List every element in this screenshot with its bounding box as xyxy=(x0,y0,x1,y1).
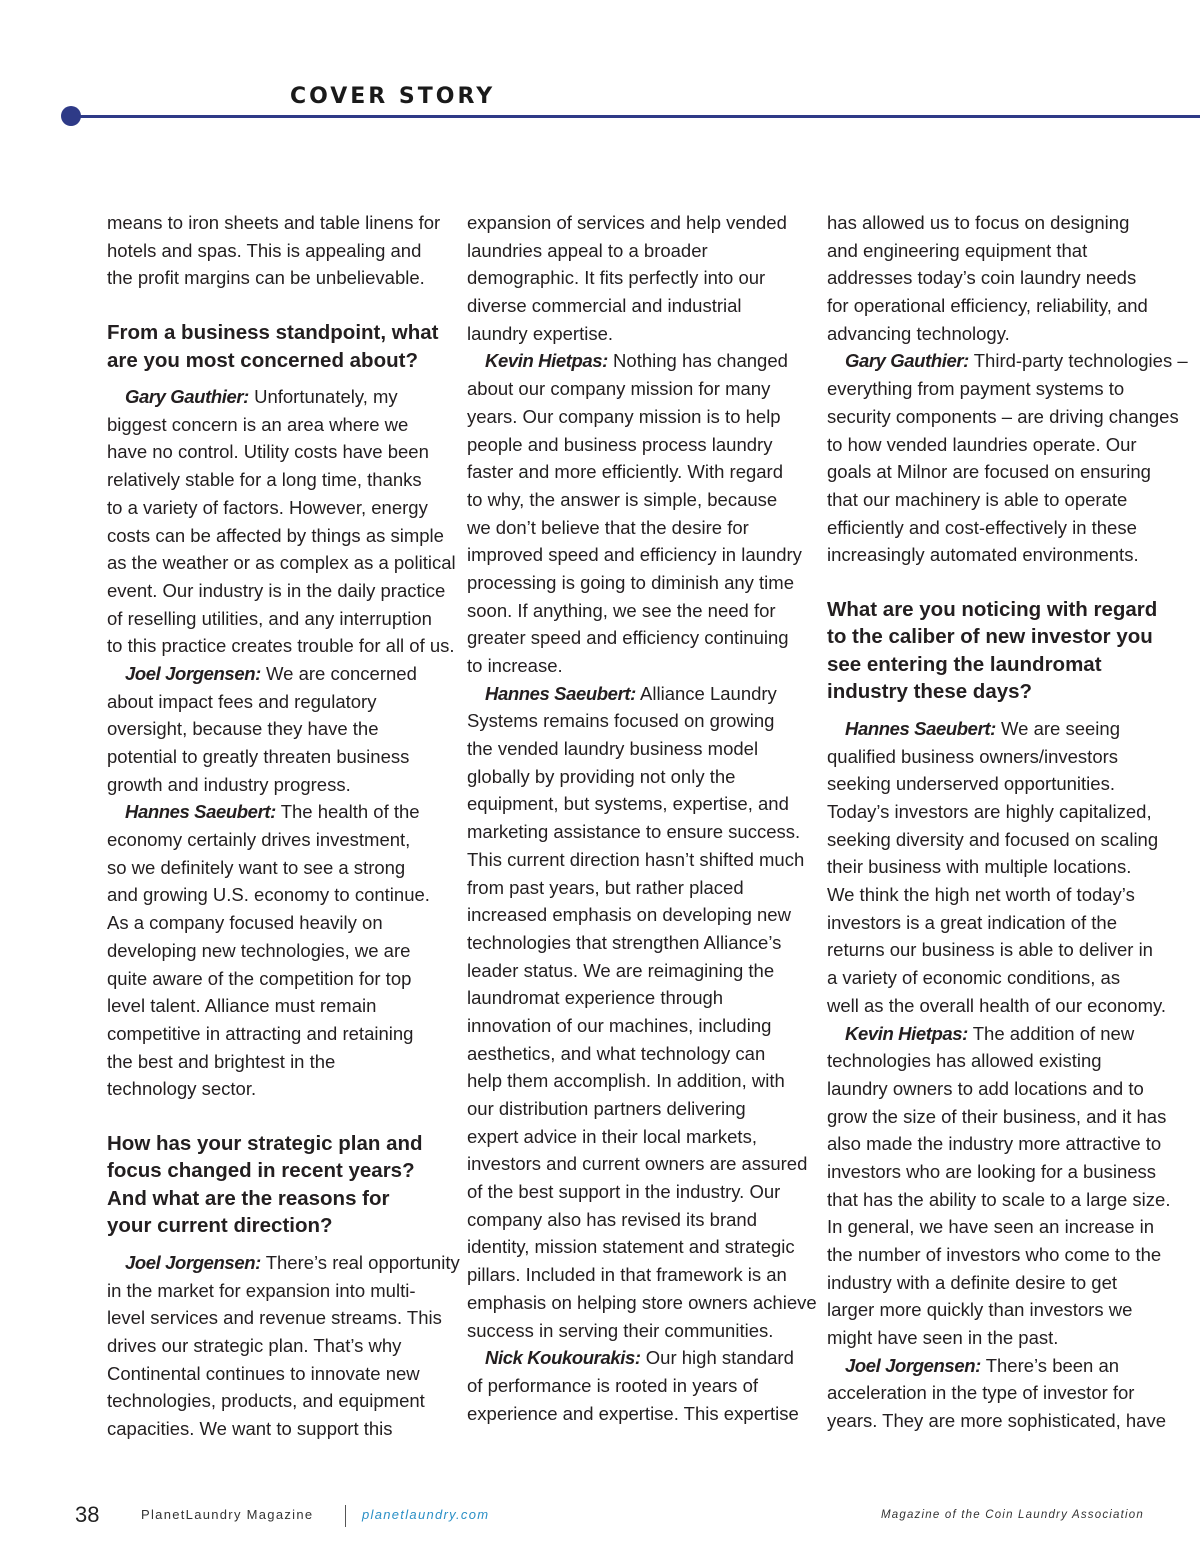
text-line: also made the industry more attractive to xyxy=(827,1133,1162,1155)
text-line: that our machinery is able to operate xyxy=(827,488,1128,510)
text-line: about impact fees and regulatory xyxy=(107,690,377,712)
text-line xyxy=(827,347,1188,375)
text-line: well as the overall health of our economy. xyxy=(827,994,1167,1016)
text-line: quite aware of the competition for top xyxy=(107,967,412,989)
text-line: and engineering equipment that xyxy=(827,239,1088,261)
text-line: hotels and spas. This is appealing and xyxy=(107,239,422,261)
text-line: As a company focused heavily on xyxy=(107,912,383,934)
text-line: a variety of economic conditions, as xyxy=(827,967,1121,989)
text-line: capacities. We want to support this xyxy=(107,1418,393,1440)
text-line: aesthetics, and what technology can xyxy=(467,1042,766,1064)
speaker-name: Gary Gauthier: xyxy=(125,386,249,408)
speaker-text: The addition of new xyxy=(967,1022,1135,1044)
text-line: so we definitely want to see a strong xyxy=(107,856,406,878)
speaker-name: Kevin Hietpas: xyxy=(845,1022,968,1044)
text-line: the profit margins can be unbelievable. xyxy=(107,267,425,289)
text-line: costs can be affected by things as simple xyxy=(107,524,444,546)
text-line: growth and industry progress. xyxy=(107,773,351,795)
text-line: of performance is rooted in years of xyxy=(467,1374,759,1396)
text-line: their business with multiple locations. xyxy=(827,856,1132,878)
text-line: Continental continues to innovate new xyxy=(107,1362,420,1384)
text-line: faster and more efficiently. With regard xyxy=(467,461,784,483)
text-line: returns our business is able to deliver in xyxy=(827,939,1153,961)
text-line: From a business standpoint, what xyxy=(107,321,439,345)
text-line: diverse commercial and industrial xyxy=(467,295,742,317)
text-line: of reselling utilities, and any interruption xyxy=(107,607,432,629)
text-line: to the caliber of new investor you xyxy=(827,625,1153,649)
speaker-name: Joel Jorgensen: xyxy=(845,1354,981,1376)
text-line: investors who are looking for a business xyxy=(827,1160,1157,1182)
text-line: improved speed and efficiency in laundry xyxy=(467,544,802,566)
website-link[interactable]: planetlaundry.com xyxy=(362,1507,490,1522)
text-line: technologies that strengthen Alliance’s xyxy=(467,931,782,953)
speaker-text: We are seeing xyxy=(995,717,1120,739)
text-line xyxy=(827,715,1167,743)
text-line: level talent. Alliance must remain xyxy=(107,995,377,1017)
text-line xyxy=(467,680,807,708)
answer-text xyxy=(827,209,1188,569)
text-line: technology sector. xyxy=(107,1078,257,1100)
article-column-1 xyxy=(107,209,460,1443)
text-line xyxy=(107,383,447,411)
text-line: biggest concern is an area where we xyxy=(107,413,409,435)
text-line: about our company mission for many xyxy=(467,378,771,400)
text-line: addresses today’s coin laundry needs xyxy=(827,267,1137,289)
article-column-2 xyxy=(467,209,817,1427)
text-line: experience and expertise. This expertise xyxy=(467,1402,799,1424)
speaker-text: The health of the xyxy=(275,801,420,823)
text-line: our distribution partners delivering xyxy=(467,1098,746,1119)
text-line: years. Our company mission is to help xyxy=(467,405,781,427)
text-line: might have seen in the past. xyxy=(827,1327,1059,1349)
text-line: greater speed and efficiency continuing xyxy=(467,627,789,649)
text-line: have no control. Utility costs have been xyxy=(107,441,429,463)
text-line: And what are the reasons for xyxy=(107,1186,390,1210)
text-line: years. They are more sophisticated, have xyxy=(827,1410,1166,1432)
footer-divider xyxy=(345,1505,346,1527)
speaker-name: Joel Jorgensen: xyxy=(125,1251,261,1273)
text-line: identity, mission statement and strategic xyxy=(467,1236,795,1258)
text-line: focus changed in recent years? xyxy=(107,1159,415,1183)
text-line: to how vended laundries operate. Our xyxy=(827,433,1137,455)
speaker-text: Alliance Laundry xyxy=(635,682,777,704)
article-column-3 xyxy=(827,209,1188,1435)
header-dot-icon xyxy=(61,106,81,126)
text-line: industry these days? xyxy=(827,680,1033,704)
text-line: laundry owners to add locations and to xyxy=(827,1077,1144,1099)
text-line: laundry expertise. xyxy=(467,322,614,344)
text-line: the best and brightest in the xyxy=(107,1050,336,1072)
text-line xyxy=(107,798,447,826)
text-line: level services and revenue streams. This xyxy=(107,1307,442,1329)
speaker-name: Kevin Hietpas: xyxy=(485,350,608,372)
text-line: your current direction? xyxy=(107,1214,333,1238)
text-line: demographic. It fits perfectly into our xyxy=(467,267,766,289)
text-line: Systems remains focused on growing xyxy=(467,710,775,732)
text-line: investors is a great indication of the xyxy=(827,911,1117,933)
text-line: competitive in attracting and retaining xyxy=(107,1022,414,1044)
text-line: relatively stable for a long time, thanks xyxy=(107,469,422,491)
question-heading xyxy=(827,596,1167,706)
text-line: leader status. We are reimagining the xyxy=(467,959,775,981)
speaker-name: Hannes Saeubert: xyxy=(845,717,996,739)
page-number: 38 xyxy=(75,1502,100,1527)
speaker-text: Third-party technologies – xyxy=(968,350,1188,372)
text-line: advancing technology. xyxy=(827,322,1010,344)
text-line: acceleration in the type of investor for xyxy=(827,1382,1135,1404)
text-line: the vended laundry business model xyxy=(467,738,759,760)
speaker-name: Hannes Saeubert: xyxy=(485,682,636,704)
text-line: the number of investors who come to the xyxy=(827,1244,1162,1265)
text-line: investors and current owners are assured xyxy=(467,1153,808,1175)
text-line xyxy=(467,1344,807,1372)
text-line: goals at Milnor are focused on ensuring xyxy=(827,461,1151,483)
text-line: laundromat experience through xyxy=(467,987,724,1009)
text-line: to increase. xyxy=(467,655,563,676)
speaker-name: Gary Gauthier: xyxy=(845,350,969,372)
text-line: success in serving their communities. xyxy=(467,1319,774,1341)
footer-tagline: Magazine of the Coin Laundry Association xyxy=(880,1509,1144,1521)
speaker-text: Unfortunately, my xyxy=(248,386,398,408)
text-line: How has your strategic plan and xyxy=(107,1131,423,1155)
text-line: emphasis on helping store owners achieve xyxy=(467,1291,817,1313)
text-line: qualified business owners/investors xyxy=(827,745,1119,767)
speaker-name: Joel Jorgensen: xyxy=(125,662,261,684)
answer-text xyxy=(827,715,1171,1435)
text-line: to this practice creates trouble for all of us. xyxy=(107,635,455,657)
question-heading xyxy=(107,319,447,374)
text-line: innovation of our machines, including xyxy=(467,1014,772,1036)
text-line xyxy=(827,1020,1167,1048)
text-line: expert advice in their local markets, xyxy=(467,1125,757,1147)
text-line: means to iron sheets and table linens for xyxy=(107,212,441,233)
text-line xyxy=(467,347,807,375)
text-line: seeking underserved opportunities. xyxy=(827,773,1115,795)
text-line: efficiently and cost-effectively in these xyxy=(827,516,1137,538)
text-line: laundries appeal to a broader xyxy=(467,239,708,261)
text-line: technologies, products, and equipment xyxy=(107,1390,425,1412)
text-line: of the best support in the industry. Our xyxy=(467,1181,781,1203)
answer-text xyxy=(467,209,817,1427)
text-line: potential to greatly threaten business xyxy=(107,746,410,767)
text-line: we don’t believe that the desire for xyxy=(467,516,749,538)
text-line xyxy=(827,1352,1167,1380)
text-line: that has the ability to scale to a large size. xyxy=(827,1188,1171,1210)
text-line: technologies has allowed existing xyxy=(827,1050,1102,1072)
speaker-text: Nothing has changed xyxy=(607,350,788,372)
text-line: are you most concerned about? xyxy=(107,348,418,372)
text-line: processing is going to diminish any time xyxy=(467,571,794,593)
text-line: from past years, but rather placed xyxy=(467,876,744,898)
text-line: people and business process laundry xyxy=(467,433,773,455)
answer-text xyxy=(107,1249,460,1443)
text-line: pillars. Included in that framework is an xyxy=(467,1264,787,1286)
text-line: economy certainly drives investment, xyxy=(107,829,411,851)
magazine-name: PlanetLaundry Magazine xyxy=(141,1507,314,1522)
text-line: oversight, because they have the xyxy=(107,718,379,740)
text-line: to why, the answer is simple, because xyxy=(467,488,778,510)
text-line: This current direction hasn’t shifted much xyxy=(467,848,805,870)
text-line: Today’s investors are highly capitalized, xyxy=(827,801,1152,822)
text-line: security components – are driving changes xyxy=(827,405,1179,427)
text-line: company also has revised its brand xyxy=(467,1208,757,1230)
text-line: marketing assistance to ensure success. xyxy=(467,821,801,843)
text-line: expansion of services and help vended xyxy=(467,212,787,233)
text-line: What are you noticing with regard xyxy=(827,597,1158,621)
text-line: as the weather or as complex as a political xyxy=(107,552,456,574)
speaker-text: There’s real opportunity xyxy=(260,1251,460,1273)
text-line: developing new technologies, we are xyxy=(107,939,411,961)
question-heading xyxy=(107,1130,447,1240)
text-line: increased emphasis on developing new xyxy=(467,904,791,926)
text-line: seeking diversity and focused on scaling xyxy=(827,828,1159,850)
text-line: and growing U.S. economy to continue. xyxy=(107,884,430,906)
speaker-text: There’s been an xyxy=(980,1354,1120,1376)
text-line: has allowed us to focus on designing xyxy=(827,212,1130,233)
text-line: grow the size of their business, and it has xyxy=(827,1105,1167,1127)
text-line: see entering the laundromat xyxy=(827,652,1102,676)
header-rule xyxy=(70,115,1200,118)
text-line: for operational efficiency, reliability, and xyxy=(827,295,1148,317)
text-line: event. Our industry is in the daily practice xyxy=(107,579,446,601)
answer-text xyxy=(107,209,447,292)
text-line: everything from payment systems to xyxy=(827,378,1125,400)
answer-text xyxy=(107,383,456,1103)
section-title: COVER STORY xyxy=(290,84,496,109)
text-line: drives our strategic plan. That’s why xyxy=(107,1335,402,1356)
speaker-text: We are concerned xyxy=(260,662,417,684)
speaker-text: Our high standard xyxy=(640,1347,794,1369)
text-line: to a variety of factors. However, energy xyxy=(107,496,428,518)
text-line: increasingly automated environments. xyxy=(827,544,1139,566)
speaker-name: Hannes Saeubert: xyxy=(125,801,276,823)
text-line: in the market for expansion into multi- xyxy=(107,1279,416,1301)
text-line: soon. If anything, we see the need for xyxy=(467,599,776,621)
text-line: In general, we have seen an increase in xyxy=(827,1216,1155,1238)
text-line xyxy=(107,1249,460,1277)
text-line: larger more quickly than investors we xyxy=(827,1299,1133,1321)
text-line xyxy=(107,660,447,688)
speaker-name: Nick Koukourakis: xyxy=(485,1347,641,1369)
text-line: equipment, but systems, expertise, and xyxy=(467,793,789,815)
text-line: globally by providing not only the xyxy=(467,765,736,787)
text-line: We think the high net worth of today’s xyxy=(827,884,1135,906)
text-line: help them accomplish. In addition, with xyxy=(467,1070,785,1092)
text-line: industry with a definite desire to get xyxy=(827,1271,1117,1293)
